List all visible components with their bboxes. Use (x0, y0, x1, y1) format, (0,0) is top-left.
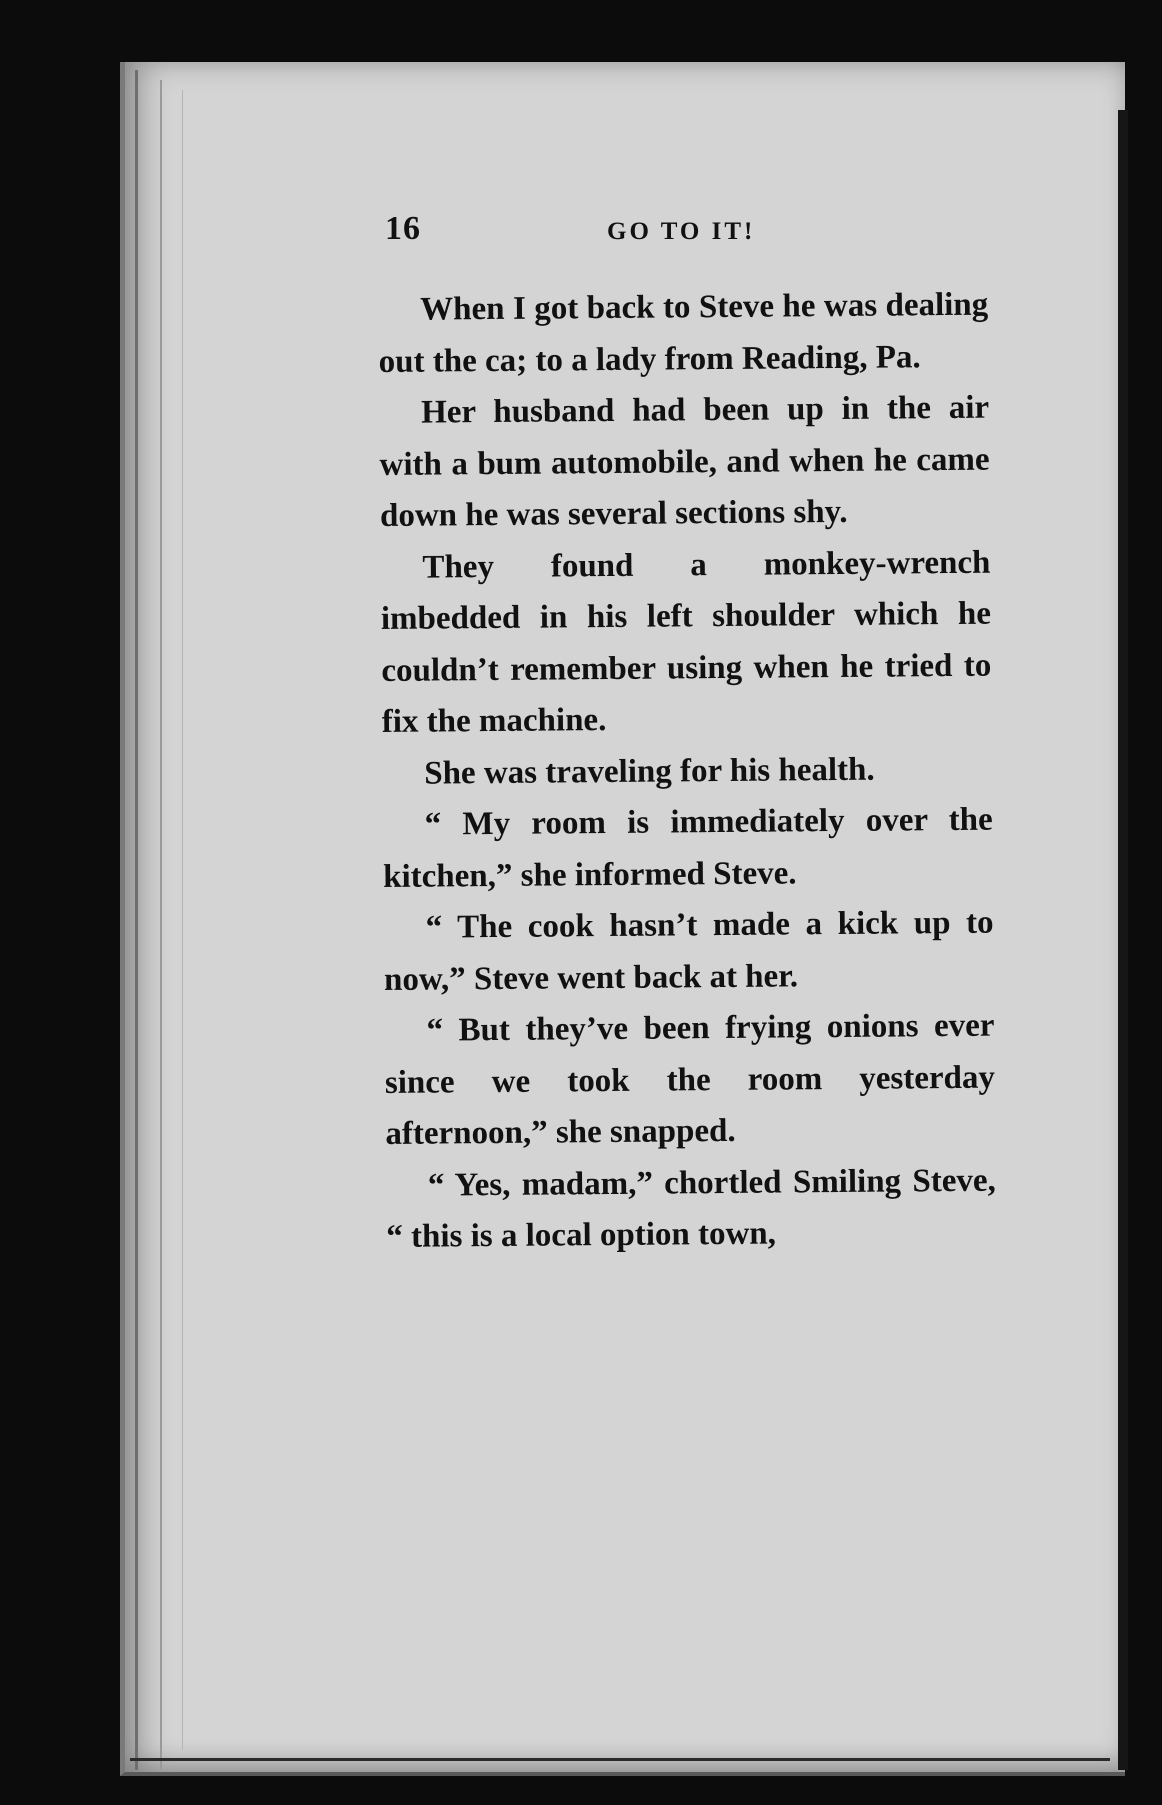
paragraph: Her husband had been up in the air with a bum automobile, and when he came down he was several sections shy. (379, 389, 990, 534)
page-number: 16 (385, 210, 421, 247)
paragraph: They found a monkey-wrench imbedded in his left shoulder which he couldn’t remember using when he tried to fix the machine. (380, 544, 992, 740)
body-text (378, 280, 997, 1264)
paragraph: When I got back to Steve he was dealing out the ca; to a lady from Reading, Pa. (378, 286, 989, 380)
page-bottom-edge (130, 1758, 1110, 1761)
binding-edge (135, 70, 138, 1770)
binding-edge (182, 90, 183, 1750)
paragraph: “ Yes, madam,” chortled Smiling Steve, “ this is a local option town, (386, 1162, 996, 1255)
paragraph: “ But they’ve been frying onions ever since we took the room yesterday afternoon,” she snapped. (384, 1007, 996, 1152)
paragraph: She was traveling for his health. (424, 751, 875, 792)
binding-edge (160, 80, 162, 1770)
running-title: GO TO IT! (607, 218, 756, 245)
paragraph: “ The cook hasn’t made a kick up to now,” Steve went back at her. (383, 904, 994, 998)
paragraph: “ My room is immediately over the kitchen,” she informed Steve. (383, 801, 993, 895)
next-page-edge (1118, 110, 1128, 1770)
